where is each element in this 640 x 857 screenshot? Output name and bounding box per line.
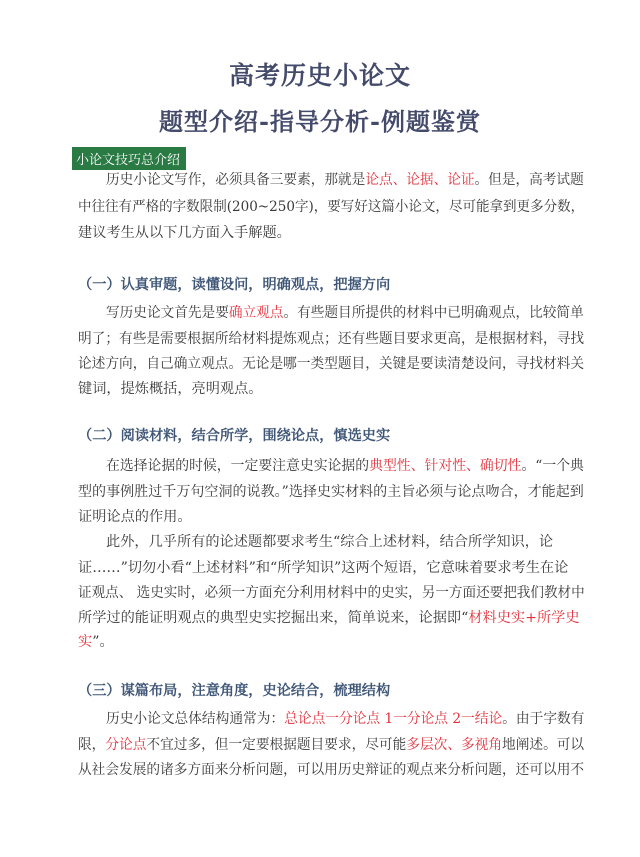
s3-highlight: 多层次、多视角 xyxy=(406,737,503,753)
s2-text: 在选择论据的时候，一定要注意史实论据的 xyxy=(106,458,370,474)
s1-line-3: 论述方向，自己确立观点。无论是哪一类型题目，关键是要读清楚设问，寻找材料关 xyxy=(78,356,585,372)
s1-line-4: 键词，提炼概括，亮明观点。 xyxy=(78,381,263,397)
s2-p2-line-3: 证观点、 选史实时，必须一方面充分利用材料中的史实，另一方面还要把我们教材中 xyxy=(78,585,585,601)
intro-highlight: 论点、论据、论证 xyxy=(365,172,475,188)
s3-line-1 xyxy=(106,709,584,729)
page-subtitle: 题型介绍-指导分析-例题鉴赏 xyxy=(159,107,481,136)
s3-line-3: 从社会发展的诸多方面来分析问题，可以用历史辩证的观点来分析问题，还可以用不 xyxy=(78,762,585,778)
s2-p2-line-5 xyxy=(78,632,114,652)
s3-line-2 xyxy=(78,735,584,755)
s2-highlight: 实 xyxy=(78,634,93,650)
page-title: 高考历史小论文 xyxy=(228,61,411,90)
intro-line-3: 建议考生从以下几方面入手解题。 xyxy=(78,225,291,241)
intro-text: 历史小论文写作，必须具备三要素，那就是 xyxy=(106,172,366,188)
s2-line-3: 证明论点的作用。 xyxy=(78,509,192,525)
intro-line-1 xyxy=(106,170,584,190)
s1-highlight: 确立观点 xyxy=(228,305,284,321)
s3-text: 不宜过多，但一定要根据题目要求，尽可能 xyxy=(146,737,407,753)
s2-highlight: 典型性、针对性、确切性 xyxy=(369,458,522,474)
s3-highlight: 总论点一分论点 1一分论点 2一结论 xyxy=(284,711,503,727)
s1-line-1 xyxy=(106,303,584,323)
s3-text: 地阐述。可以 xyxy=(502,737,585,753)
s1-text: 。有些题目所提供的材料中已明确观点，比较简单 xyxy=(283,305,584,321)
s2-highlight: 材料史实+所学史 xyxy=(468,610,580,626)
s2-p2-line-1: 此外，几乎所有的论述题都要求考生“综合上述材料，结合所学知识，论 xyxy=(106,534,554,550)
s2-text: 所学过的能证明观点的典型史实挖掘出来，简单说来，论据即“ xyxy=(78,610,469,626)
intro-text: 。但是，高考试题 xyxy=(474,172,584,188)
s3-text: 限， xyxy=(78,737,106,753)
section-2-heading: （二）阅读材料，结合所学，围绕论点，慎选史实 xyxy=(78,428,391,444)
s1-text: 写历史论文首先是要 xyxy=(106,305,229,321)
section-3-heading: （三）谋篇布局，注意角度，史论结合，梳理结构 xyxy=(78,683,391,699)
section-tag: 小论文技巧总介绍 xyxy=(72,147,186,170)
section-1-heading: （一）认真审题，读懂设问，明确观点，把握方向 xyxy=(78,277,391,293)
s1-line-2: 明了；有些是需要根据所给材料提炼观点；还有些题目要求更高，是根据材料，寻找 xyxy=(78,331,585,347)
s2-line-2: 型的事例胜过千万句空洞的说教。”选择史实材料的主旨必须与论点吻合，才能起到 xyxy=(78,484,584,500)
s2-text: 。“一个典 xyxy=(521,458,584,474)
s2-p2-line-2: 证……”切勿小看“上述材料”和“所学知识”这两个短语，它意味着要求考生在论 xyxy=(78,560,569,576)
s3-highlight: 分论点 xyxy=(105,737,147,753)
s2-line-1 xyxy=(106,456,584,476)
intro-line-2: 中往往有严格的字数限制(200~250字)，要写好这篇小论文，尽可能拿到更多分数， xyxy=(78,199,585,215)
s2-p2-line-4 xyxy=(78,608,580,628)
s2-text: ”。 xyxy=(92,634,114,650)
s3-text: 。由于字数有 xyxy=(502,711,585,727)
s3-text: 历史小论文总体结构通常为： xyxy=(106,711,285,727)
